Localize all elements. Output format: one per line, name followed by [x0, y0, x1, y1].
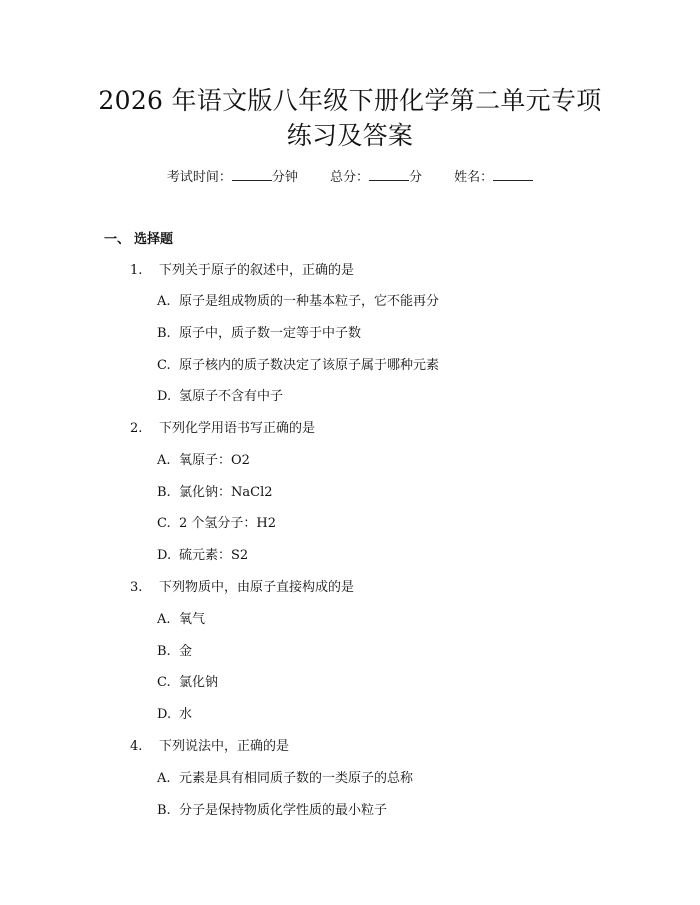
option-text: 水 — [179, 707, 193, 722]
total-score-label: 总分： — [329, 170, 369, 185]
section-title: 选择题 — [134, 232, 174, 247]
option-letter: D. — [157, 707, 172, 722]
option-text: 元素是具有相同质子数的一类原子的总称 — [179, 771, 414, 786]
question-1-option-d — [157, 387, 283, 407]
option-letter: D. — [157, 389, 172, 404]
option-letter: B. — [157, 803, 171, 818]
question-4-option-a — [157, 769, 413, 789]
option-text: 氯化钠 — [179, 675, 219, 690]
option-letter: A. — [157, 612, 171, 627]
question-2 — [130, 419, 315, 439]
option-text: 原子是组成物质的一种基本粒子，它不能再分 — [179, 294, 440, 309]
question-1-option-b — [157, 324, 361, 344]
question-number: 1. — [130, 263, 143, 278]
question-3-option-d — [157, 705, 192, 725]
total-score-field — [330, 168, 422, 188]
option-letter: C. — [157, 675, 171, 690]
option-letter: A. — [157, 294, 171, 309]
option-text: 分子是保持物质化学性质的最小粒子 — [179, 803, 388, 818]
option-letter: C. — [157, 516, 171, 531]
section-number: 一、 — [104, 232, 131, 247]
exam-time-label: 考试时间： — [166, 170, 232, 185]
question-3 — [130, 578, 354, 598]
document-title-line-1: 2026 年语文版八年级下册化学第二单元专项 — [98, 86, 602, 115]
option-letter: C. — [157, 358, 171, 373]
section-heading — [104, 230, 173, 250]
question-text: 下列化学用语书写正确的是 — [159, 421, 316, 436]
option-text: 氧原子：O2 — [179, 453, 250, 468]
option-text: 氧气 — [179, 612, 206, 627]
student-name-blank[interactable] — [493, 168, 533, 181]
total-score-blank[interactable] — [369, 168, 409, 181]
student-name-label: 姓名： — [454, 170, 494, 185]
document-title-line-2: 练习及答案 — [286, 121, 414, 150]
option-text: 金 — [179, 644, 193, 659]
question-2-option-a — [157, 451, 250, 471]
question-text: 下列物质中，由原子直接构成的是 — [159, 580, 355, 595]
option-letter: D. — [157, 548, 172, 563]
exam-time-blank[interactable] — [232, 168, 272, 181]
question-1-option-a — [157, 292, 439, 312]
question-1-option-c — [157, 356, 439, 376]
question-number: 3. — [130, 580, 143, 595]
question-3-option-a — [157, 610, 205, 630]
question-4 — [130, 737, 289, 757]
question-4-option-b — [157, 801, 387, 821]
question-text: 下列关于原子的叙述中，正确的是 — [159, 263, 355, 278]
option-text: 硫元素：S2 — [179, 548, 249, 563]
question-3-option-c — [157, 673, 218, 693]
option-letter: B. — [157, 485, 171, 500]
question-number: 4. — [130, 739, 143, 754]
option-text: 氢原子不含有中子 — [179, 389, 284, 404]
exam-time-unit: 分钟 — [271, 170, 298, 185]
option-text: 原子核内的质子数决定了该原子属于哪种元素 — [179, 358, 440, 373]
option-letter: A. — [157, 771, 171, 786]
option-letter: B. — [157, 326, 171, 341]
question-number: 2. — [130, 421, 143, 436]
option-text: 2 个氢分子：H2 — [179, 516, 277, 531]
question-2-option-b — [157, 483, 273, 503]
option-text: 原子中，质子数一定等于中子数 — [179, 326, 362, 341]
option-letter: A. — [157, 453, 171, 468]
option-text: 氯化钠：NaCl2 — [179, 485, 273, 500]
question-text: 下列说法中，正确的是 — [159, 739, 290, 754]
total-score-unit: 分 — [409, 170, 423, 185]
question-2-option-d — [157, 546, 248, 566]
question-1 — [130, 261, 354, 281]
student-name-field — [454, 168, 533, 188]
question-3-option-b — [157, 642, 192, 662]
question-2-option-c — [157, 514, 276, 534]
exam-info-row — [0, 168, 700, 188]
exam-time-field — [167, 168, 298, 188]
option-letter: B. — [157, 644, 171, 659]
